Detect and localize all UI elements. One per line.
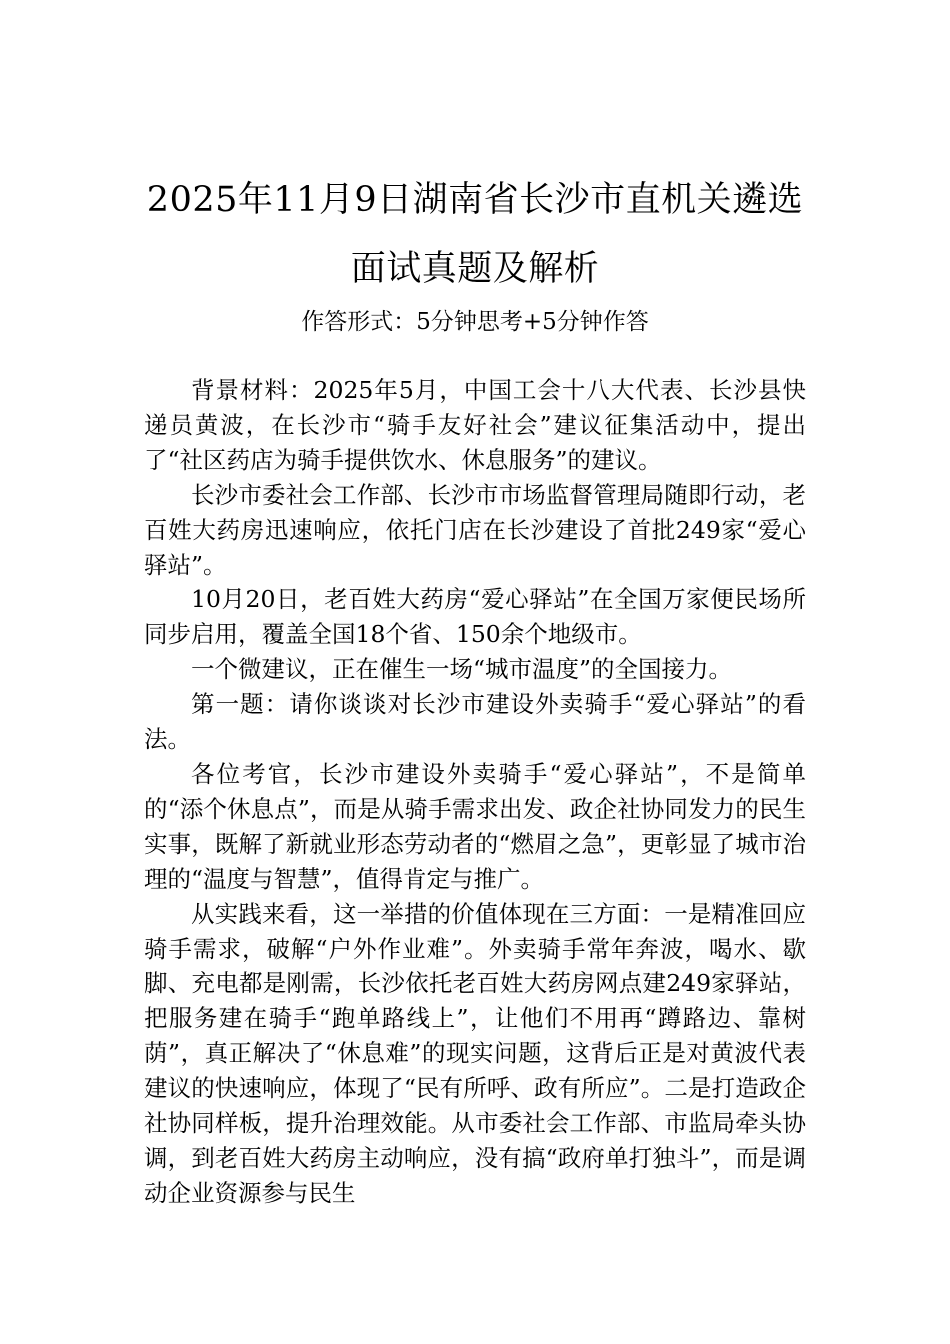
answer-analysis: 从实践来看，这一举措的价值体现在三方面：一是精准回应骑手需求，破解“户外作业难”。外卖骑手常年奔波，喝水、歇脚、充电都是刚需，长沙依托老百姓大药房网点建249家驿站，把服务建在骑手“跑单路线上”，让他们不用再“蹲路边、靠树荫”，真正解决了“休息难”的现实问题，这背后正是对黄波代表建议的快速响应，体现了“民有所呼、政有所应”。二是打造政企社协同样板，提升治理效能。从市委社会工作部、市监局牵头协调，到老百姓大药房主动响应，没有搞“政府单打独斗”，而是调动企业资源参与民生 [144,899,806,1207]
document-title-line-2: 面试真题及解析 [350,249,600,289]
document-body [144,373,806,1211]
paragraph-background: 背景材料：2025年5月，中国工会十八大代表、长沙县快递员黄波，在长沙市“骑手友好社会”建议征集活动中，提出了“社区药店为骑手提供饮水、休息服务”的建议。 [144,376,806,474]
paragraph-action: 长沙市委社会工作部、长沙市市场监督管理局随即行动，老百姓大药房迅速响应，依托门店在长沙建设了首批249家“爱心驿站”。 [144,480,806,579]
document-title-line-1: 2025年11月9日湖南省长沙市直机关遴选 [146,180,804,220]
paragraph-launch: 10月20日，老百姓大药房“爱心驿站”在全国万家便民场所同步启用，覆盖全国18个省、150余个地级市。 [144,585,806,649]
answer-intro: 各位考官，长沙市建设外卖骑手“爱心驿站”，不是简单的“添个休息点”，而是从骑手需求出发、政企社协同发力的民生实事，既解了新就业形态劳动者的“燃眉之急”，更彰显了城市治理的“温度与智慧”，值得肯定与推广。 [144,759,806,893]
paragraph-relay: 一个微建议，正在催生一场“城市温度”的全国接力。 [191,655,733,684]
question-1: 第一题：请你谈谈对长沙市建设外卖骑手“爱心驿站”的看法。 [144,690,806,754]
answer-format: 作答形式：5分钟思考+5分钟作答 [301,309,649,335]
